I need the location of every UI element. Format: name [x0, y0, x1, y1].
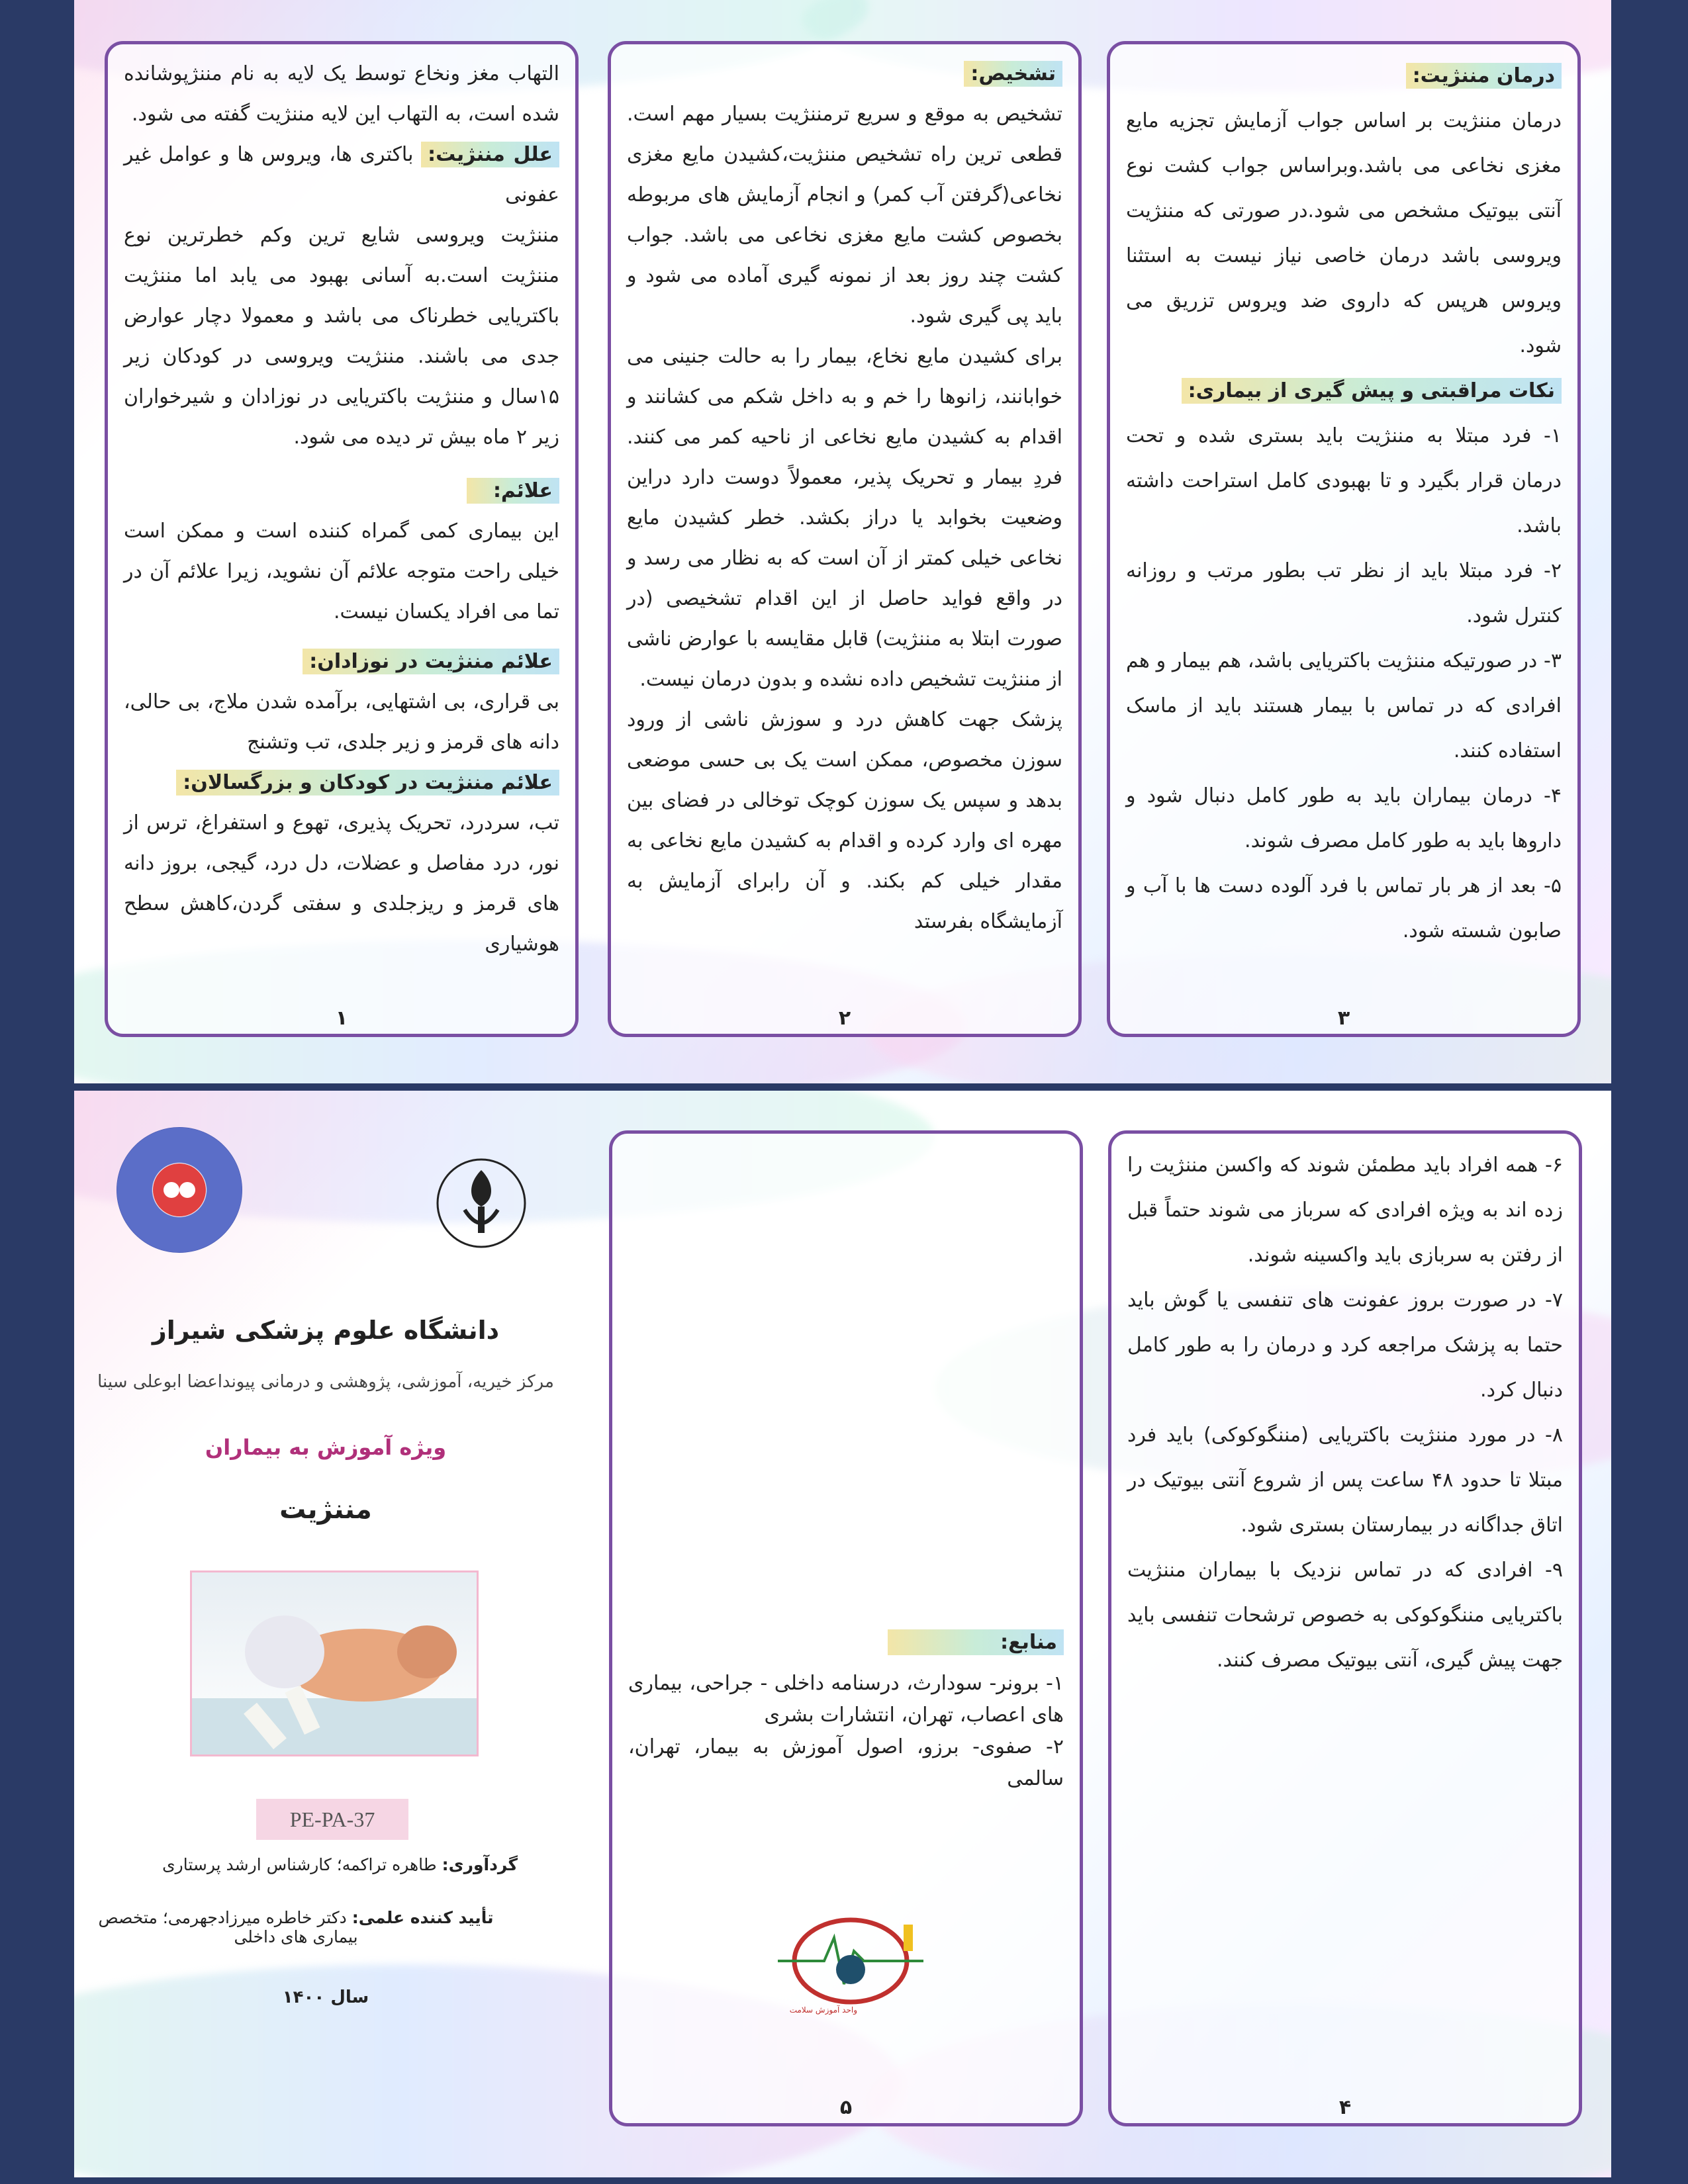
center-name: مرکز خیریه، آموزشی، پژوهشی و درمانی پیونداعضا ابوعلی سینا — [97, 1372, 554, 1392]
page-number: ۴ — [1338, 2096, 1352, 2119]
health-unit-caption: واحد آموزش سلامت — [789, 2005, 857, 2015]
cover-title: مننژیت — [279, 1494, 372, 1525]
lumbar-puncture-illustration — [192, 1572, 477, 1754]
care-item: ۵- بعد از هر بار تماس با فرد آلوده دست ها با آب و صابون شسته شود. — [1126, 874, 1562, 942]
panel-3-text — [1126, 54, 1562, 954]
compiler-name: طاهره تراکمه؛ کارشناس ارشد پرستاری — [162, 1855, 442, 1874]
cover-subtitle: ویژه آموزش به بیماران — [205, 1435, 447, 1460]
university-emblem-icon — [432, 1154, 531, 1253]
care-item: ۹- افرادی که در تماس نزدیک با بیماران مننژیت باکتریایی مننگوکوکی به خصوص ترشحات تنفسی باید جهت پیش گیری، آنتی بیوتیک مصرف کنند. — [1127, 1559, 1563, 1672]
panel-page-3 — [1107, 41, 1581, 1037]
treatment-text: درمان مننژیت بر اساس جواب آزمایش تجزیه مایع مغزی نخاعی می باشد.وبراساس جواب کشت نوع آنتی بیوتیک مشخص می شود.در صورتی که مننژیت ویروسی باشد درمان خاصی نیاز نیست به استثنا ویروس هرپس که داروی ضد ویروس تزریق می شود. — [1126, 109, 1562, 357]
panel-2-text — [627, 54, 1062, 942]
panel-page-5 — [609, 1130, 1083, 2126]
procedure-text: برای کشیدن مایع نخاع، بیمار را به حالت جنینی می خوابانند، زانوها را خم و به داخل شکم می کشانند و اقدام به کشیدن مایع نخاعی از ناحیه کمر می کنند. فردِ بیمار و تحریک پذیر، معمولاً دوست دارد دراین وضعیت بخوابد یا دراز بکشد. خطر کشیدن مایع نخاعی خیلی کمتر از آن است که به نظار می رسد و در واقع فواید حاصل از این اقدام تشخیصی (در صورت ابتلا به مننژیت) قابل مقایسه با عوارض ناشی از مننژیت تشخیص داده نشده و بدون درمان نیست. — [627, 345, 1062, 691]
diagnosis-text: تشخیص به موقع و سریع ترمننژیت بسیار مهم است. قطعی ترین راه تشخیص مننژیت،کشیدن مایع مغزی نخاعی(گرفتن آب کمر) و انجام آزمایش های مربوطه بخصوص کشت مایع مغزی نخاعی می باشد. جواب کشت چند روز بعد از نمونه گیری آماده می شود و باید پی گیری شود. — [627, 103, 1062, 328]
diagnosis-heading: تشخیص: — [964, 61, 1062, 87]
symptoms-text: این بیماری کمی گمراه کننده است و ممکن است خیلی راحت متوجه علائم آن نشوید، زیرا علائم آن در تما می افراد یکسان نیست. — [124, 520, 559, 623]
source-item: ۲- صفوی- برزو، اصول آموزش به بیمار، تهران، سالمی — [628, 1735, 1064, 1790]
treatment-heading: درمان مننژیت: — [1406, 63, 1562, 89]
adult-text: تب، سردرد، تحریک پذیری، تهوع و استفراغ، ترس از نور، درد مفاصل و عضلات، دل درد، گیجی، بروز دانه های قرمز و ریزجلدی و سفتی گردن،کاهش سطح هوشیاری — [124, 811, 559, 956]
care-item: ۴- درمان بیماران باید به طور کامل دنبال شود و داروها باید به طور کامل مصرف شوند. — [1126, 784, 1562, 852]
compiler-line — [162, 1855, 518, 1874]
apple-heartbeat-icon — [765, 1911, 937, 2011]
panel-1-text — [124, 54, 559, 964]
causes-heading: علل مننژیت: — [421, 142, 559, 167]
document-code: PE-PA-37 — [256, 1799, 408, 1840]
care-item: ۶- همه افراد باید مطمئن شوند که واکسن مننژیت را زده اند به ویژه افرادی که سرباز می شوند حتماً قبل از رفتن به سربازی باید واکسینه شوند. — [1127, 1154, 1563, 1267]
approver-line — [74, 1908, 518, 1946]
anesthesia-text: پزشک جهت کاهش درد و سوزش ناشی از ورود سوزن مخصوص، ممکن است یک بی حسی موضعی بدهد و سپس یک سوزن کوچک توخالی در فضای بین مهره ای وارد کرده و اقدام به کشیدن مایع نخاعی به مقدار خیلی کم بکند. و آن رابرای آزمایش به آزمایشگاه بفرستد — [627, 708, 1062, 933]
compiler-label: گردآوری: — [442, 1855, 518, 1874]
panel-page-4 — [1108, 1130, 1582, 2126]
source-item: ۱- برونر- سودارث، درسنامه داخلی - جراحی، بیماری های اعصاب، تهران، انتشارات بشری — [628, 1672, 1064, 1727]
page-number: ۳ — [1337, 1007, 1350, 1030]
panel-page-1 — [105, 41, 579, 1037]
panel-page-2 — [608, 41, 1082, 1037]
care-heading: نکات مراقبتی و پیش گیری از بیماری: — [1182, 378, 1562, 404]
care-item: ۳- در صورتیکه مننژیت باکتریایی باشد، هم بیمار و هم افرادی که در تماس با بیمار هستند باید از ماسک استفاده کنند. — [1126, 649, 1562, 762]
approver-name: دکتر خاطره میرزادجهرمی؛ متخصص بیماری های داخلی — [98, 1908, 358, 1946]
intro-text: التهاب مغز ونخاع توسط یک لایه به نام مننژپوشانده شده است، به التهاب این لایه مننژیت گفته می شود. — [124, 62, 559, 126]
care-item: ۷- در صورت بروز عفونت های تنفسی یا گوش باید حتما به پزشک مراجعه کرد و درمان را به طور کامل دنبال کرد. — [1127, 1289, 1563, 1402]
top-sheet — [74, 0, 1611, 1083]
sources-heading: منابع: — [888, 1629, 1064, 1655]
adult-heading: علائم مننژیت در کودکان و بزرگسالان: — [176, 770, 559, 796]
approver-label: تأیید کننده علمی: — [352, 1908, 494, 1927]
cover-panel — [74, 1091, 577, 2177]
bottom-sheet — [74, 1091, 1611, 2177]
care-item: ۱- فرد مبتلا به مننژیت باید بستری شده و تحت درمان قرار بگیرد و تا بهبودی کامل استراحت داشته باشد. — [1126, 424, 1562, 537]
newborn-heading: علائم مننژیت در نوزادان: — [303, 649, 559, 674]
care-item: ۸- در مورد مننژیت باکتریایی (مننگوکوکی) باید فرد مبتلا تا حدود ۴۸ ساعت پس از شروع آنتی بیوتیک در اتاق جداگانه در بیمارستان بستری شود. — [1127, 1424, 1563, 1537]
causes-text: باکتری ها، ویروس ها و عوامل غیر عفونی — [124, 143, 559, 206]
viral-text: مننژیت ویروسی شایع ترین وکم خطرترین نوع مننژیت است.به آسانی بهبود می یابد اما مننژیت باکتریایی خطرناک می باشد و معمولا دچار عوارض جدی می باشند. مننژیت ویروسی در کودکان زیر ۱۵سال و مننژیت باکتریایی در نوزادان و شیرخواران زیر ۲ ماه بیش تر دیده می شود. — [124, 224, 559, 449]
panel-4-text — [1127, 1143, 1563, 1683]
health-education-unit-logo — [765, 1911, 937, 2015]
globe-icon — [117, 1127, 242, 1253]
newborn-text: بی قراری، بی اشتهایی، برآمده شدن ملاج، بی حالی، دانه های قرمز و زیر جلدی، تب وتشنج — [124, 690, 559, 754]
publication-year: سال ۱۴۰۰ — [282, 1987, 369, 2007]
page-number: ۲ — [838, 1007, 851, 1030]
page-number: ۱ — [335, 1007, 348, 1030]
care-item: ۲- فرد مبتلا باید از نظر تب بطور مرتب و روزانه کنترل شود. — [1126, 559, 1562, 627]
university-name: دانشگاه علوم پزشکی شیراز — [152, 1316, 500, 1345]
patient-lumbar-puncture-image — [190, 1570, 479, 1756]
organ-transplant-center-logo — [117, 1127, 242, 1253]
sources-section — [628, 1627, 1064, 1795]
symptoms-heading: علائم: — [467, 478, 559, 504]
page-number: ۵ — [839, 2096, 853, 2119]
shiraz-university-logo — [432, 1154, 531, 1253]
